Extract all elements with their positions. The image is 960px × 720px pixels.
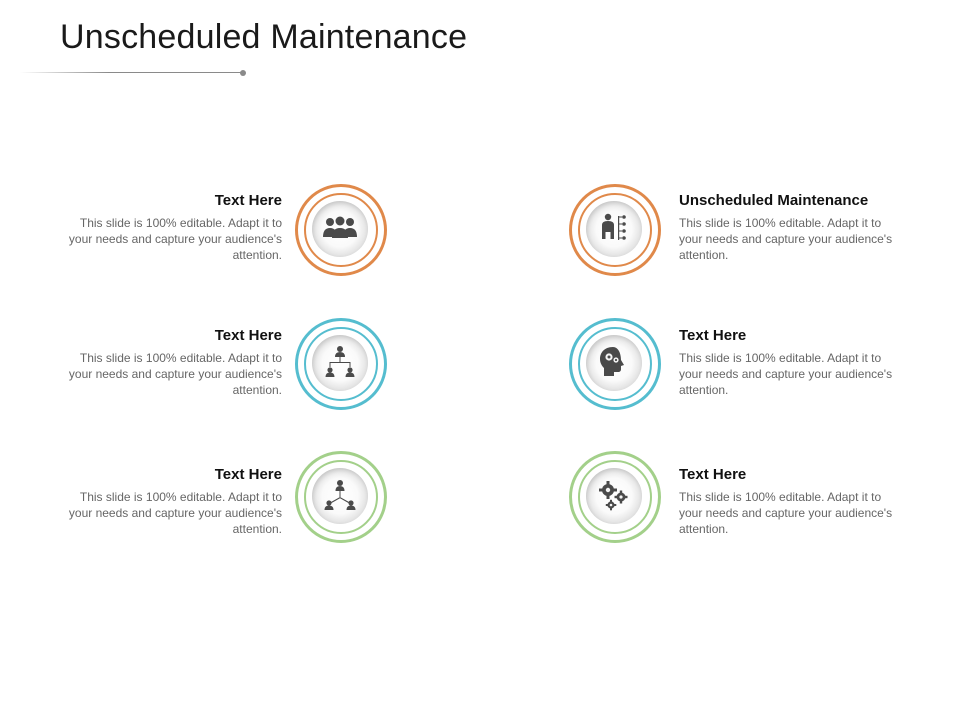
item-badge-3 (295, 451, 387, 543)
item-title: Text Here (214, 466, 282, 483)
item-text-block-5 (679, 327, 919, 398)
team-icon (312, 201, 368, 257)
item-text-block-3 (42, 466, 282, 537)
item-description: This slide is 100% editable. Adapt it to your needs and capture your audience's attention. (68, 216, 282, 262)
item-description: This slide is 100% editable. Adapt it to your needs and capture your audience's attention. (679, 490, 893, 536)
item-title: Text Here (214, 327, 282, 344)
item-description: This slide is 100% editable. Adapt it to your needs and capture your audience's attention. (679, 216, 893, 262)
gears-icon (586, 468, 642, 524)
item-text-block-1 (42, 192, 282, 263)
title-underline (20, 72, 242, 73)
item-badge-1 (295, 184, 387, 276)
network-people-icon (312, 468, 368, 524)
item-description: This slide is 100% editable. Adapt it to your needs and capture your audience's attention. (679, 351, 893, 397)
businessman-list-icon (586, 201, 642, 257)
title-underline-dot (240, 70, 246, 76)
item-title: Text Here (214, 192, 282, 209)
item-description: This slide is 100% editable. Adapt it to your needs and capture your audience's attention. (68, 490, 282, 536)
item-badge-4 (569, 184, 661, 276)
head-gears-icon (586, 335, 642, 391)
item-text-block-2 (42, 327, 282, 398)
org-chart-icon (312, 335, 368, 391)
item-text-block-4 (679, 192, 919, 263)
item-title: Text Here (679, 327, 747, 344)
item-badge-2 (295, 318, 387, 410)
item-badge-5 (569, 318, 661, 410)
item-badge-6 (569, 451, 661, 543)
item-text-block-6 (679, 466, 919, 537)
item-title: Unscheduled Maintenance (679, 192, 869, 209)
slide-title: Unscheduled Maintenance (60, 18, 468, 56)
item-title: Text Here (679, 466, 747, 483)
item-description: This slide is 100% editable. Adapt it to your needs and capture your audience's attention. (68, 351, 282, 397)
